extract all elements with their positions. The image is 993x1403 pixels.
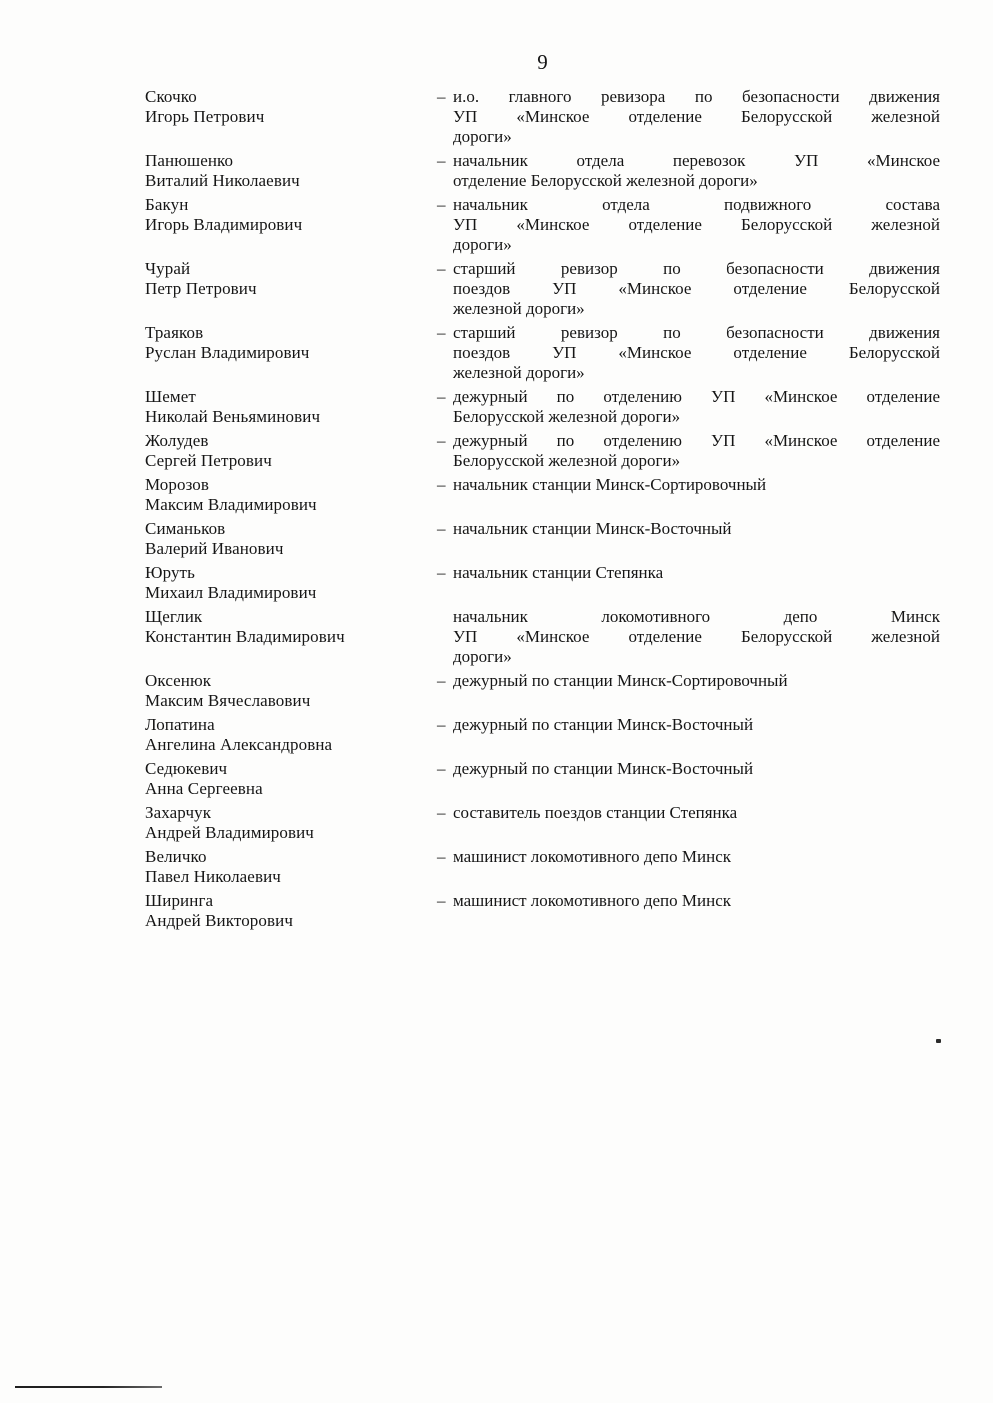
name-line: Ширинга — [145, 891, 214, 910]
personnel-entry — [145, 759, 940, 799]
entry-position — [437, 563, 940, 603]
name-line: Игорь Петрович — [145, 107, 265, 126]
entry-name — [145, 759, 437, 799]
dash-mark: – — [437, 715, 446, 734]
entry-name — [145, 323, 437, 383]
personnel-entry — [145, 715, 940, 755]
name-line: Сергей Петрович — [145, 451, 272, 470]
position-line: начальник локомотивного депо Минск — [453, 607, 940, 626]
name-line: Игорь Владимирович — [145, 215, 303, 234]
position-line: дороги» — [453, 235, 512, 254]
personnel-entry — [145, 847, 940, 887]
entry-position — [437, 259, 940, 319]
position-line: дежурный по отделению УП «Минское отделение — [453, 387, 940, 406]
entry-name — [145, 847, 437, 887]
dash-mark: – — [437, 323, 446, 342]
dash-mark: – — [437, 87, 446, 106]
personnel-entry — [145, 563, 940, 603]
entry-position — [437, 803, 940, 843]
entry-name — [145, 671, 437, 711]
personnel-entry — [145, 803, 940, 843]
position-line: УП «Минское отделение Белорусской железной — [453, 215, 940, 234]
entry-position — [437, 151, 940, 191]
entry-position — [437, 519, 940, 559]
name-line: Петр Петрович — [145, 279, 257, 298]
entry-position — [437, 847, 940, 887]
name-line: Константин Владимирович — [145, 627, 345, 646]
dash-mark: – — [437, 195, 446, 214]
personnel-entry — [145, 519, 940, 559]
name-line: Шемет — [145, 387, 196, 406]
position-line: железной дороги» — [453, 363, 585, 382]
entry-position — [437, 431, 940, 471]
entry-position — [437, 671, 940, 711]
entry-name — [145, 715, 437, 755]
entry-name — [145, 259, 437, 319]
position-line: и.о. главного ревизора по безопасности движения — [453, 87, 940, 106]
name-line: Лопатина — [145, 715, 215, 734]
entry-position — [437, 715, 940, 755]
name-line: Щеглик — [145, 607, 203, 626]
entry-name — [145, 387, 437, 427]
position-line: отделение Белорусской железной дороги» — [453, 171, 758, 190]
entry-position — [437, 323, 940, 383]
position-line: начальник отдела подвижного состава — [453, 195, 940, 214]
position-line: старший ревизор по безопасности движения — [453, 259, 940, 278]
position-line: начальник станции Степянка — [453, 563, 664, 582]
dash-mark: – — [437, 759, 446, 778]
dash-mark: – — [437, 475, 446, 494]
position-line: УП «Минское отделение Белорусской железной — [453, 107, 940, 126]
dash-mark: – — [437, 671, 446, 690]
entry-name — [145, 151, 437, 191]
entry-position — [437, 475, 940, 515]
personnel-entry — [145, 671, 940, 711]
position-line: составитель поездов станции Степянка — [453, 803, 738, 822]
name-line: Оксенюк — [145, 671, 212, 690]
scan-artifact-footer-line — [15, 1386, 162, 1388]
entries-list — [145, 87, 940, 935]
position-line: дежурный по станции Минск-Сортировочный — [453, 671, 788, 690]
name-line: Симаньков — [145, 519, 226, 538]
dash-mark: – — [437, 847, 446, 866]
dash-mark: – — [437, 431, 446, 450]
name-line: Юруть — [145, 563, 195, 582]
name-line: Павел Николаевич — [145, 867, 281, 886]
entry-position — [437, 195, 940, 255]
name-line: Седюкевич — [145, 759, 228, 778]
personnel-entry — [145, 891, 940, 931]
position-line: начальник станции Минск-Восточный — [453, 519, 732, 538]
personnel-entry — [145, 151, 940, 191]
position-line: машинист локомотивного депо Минск — [453, 891, 731, 910]
name-line: Жолудев — [145, 431, 209, 450]
name-line: Траяков — [145, 323, 204, 342]
personnel-entry — [145, 387, 940, 427]
name-line: Анна Сергеевна — [145, 779, 263, 798]
position-line: железной дороги» — [453, 299, 585, 318]
name-line: Величко — [145, 847, 207, 866]
position-line: поездов УП «Минское отделение Белорусской — [453, 279, 940, 298]
scan-artifact-speck — [936, 1039, 941, 1043]
dash-mark: – — [437, 563, 446, 582]
dash-mark: – — [437, 151, 446, 170]
name-line: Бакун — [145, 195, 189, 214]
entry-name — [145, 431, 437, 471]
name-line: Валерий Иванович — [145, 539, 284, 558]
position-line: старший ревизор по безопасности движения — [453, 323, 940, 342]
entry-position — [437, 891, 940, 931]
entry-name — [145, 87, 437, 147]
position-line: машинист локомотивного депо Минск — [453, 847, 731, 866]
personnel-entry — [145, 607, 940, 667]
position-line: начальник станции Минск-Сортировочный — [453, 475, 767, 494]
personnel-entry — [145, 195, 940, 255]
position-line: дороги» — [453, 647, 512, 666]
personnel-entry — [145, 323, 940, 383]
name-line: Николай Веньяминович — [145, 407, 321, 426]
name-line: Панюшенко — [145, 151, 234, 170]
dash-mark: – — [437, 519, 446, 538]
page-number: 9 — [537, 50, 548, 74]
name-line: Виталий Николаевич — [145, 171, 300, 190]
name-line: Максим Вячеславович — [145, 691, 311, 710]
position-line: начальник отдела перевозок УП «Минское — [453, 151, 940, 170]
name-line: Захарчук — [145, 803, 212, 822]
name-line: Скочко — [145, 87, 197, 106]
entry-name — [145, 607, 437, 667]
name-line: Чурай — [145, 259, 191, 278]
entry-position — [437, 87, 940, 147]
entry-name — [145, 195, 437, 255]
name-line: Максим Владимирович — [145, 495, 317, 514]
position-line: УП «Минское отделение Белорусской железной — [453, 627, 940, 646]
entry-position — [437, 387, 940, 427]
entry-name — [145, 803, 437, 843]
personnel-entry — [145, 87, 940, 147]
entry-position — [437, 759, 940, 799]
entry-name — [145, 891, 437, 931]
name-line: Андрей Владимирович — [145, 823, 314, 842]
position-line: Белорусской железной дороги» — [453, 451, 681, 470]
personnel-entry — [145, 259, 940, 319]
name-line: Михаил Владимирович — [145, 583, 317, 602]
dash-mark: – — [437, 803, 446, 822]
dash-mark: – — [437, 259, 446, 278]
personnel-entry — [145, 431, 940, 471]
position-line: поездов УП «Минское отделение Белорусской — [453, 343, 940, 362]
name-line: Руслан Владимирович — [145, 343, 310, 362]
position-line: дороги» — [453, 127, 512, 146]
name-line: Морозов — [145, 475, 210, 494]
name-line: Ангелина Александровна — [145, 735, 333, 754]
position-line: Белорусской железной дороги» — [453, 407, 681, 426]
entry-name — [145, 475, 437, 515]
entry-position — [437, 607, 940, 667]
position-line: дежурный по станции Минск-Восточный — [453, 759, 754, 778]
dash-mark: – — [437, 891, 446, 910]
position-line: дежурный по отделению УП «Минское отделение — [453, 431, 940, 450]
entry-name — [145, 519, 437, 559]
personnel-entry — [145, 475, 940, 515]
position-line: дежурный по станции Минск-Восточный — [453, 715, 754, 734]
name-line: Андрей Викторович — [145, 911, 293, 930]
entry-name — [145, 563, 437, 603]
dash-mark: – — [437, 387, 446, 406]
